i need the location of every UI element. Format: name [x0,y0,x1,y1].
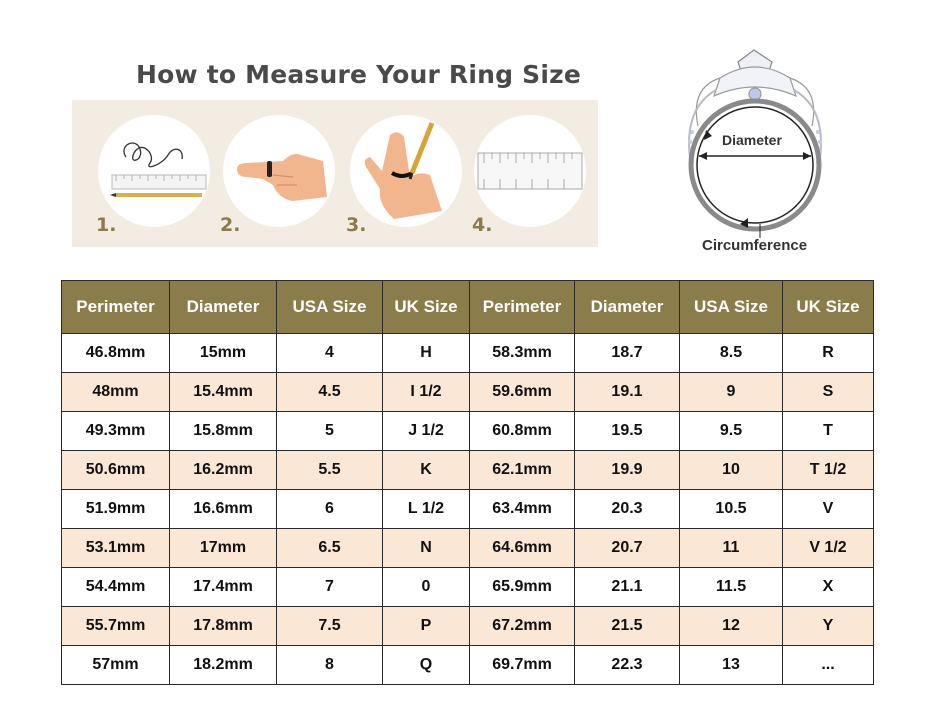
table-cell: Y [783,607,874,646]
table-cell: 4.5 [277,373,383,412]
table-cell: 15.8mm [170,412,277,451]
table-cell: 57mm [62,646,170,685]
table-cell: 54.4mm [62,568,170,607]
page-title: How to Measure Your Ring Size [136,60,582,89]
table-cell: 15.4mm [170,373,277,412]
table-cell: 48mm [62,373,170,412]
table-cell: R [783,334,874,373]
table-cell: L 1/2 [383,490,470,529]
table-cell: 63.4mm [470,490,575,529]
table-cell: 17mm [170,529,277,568]
finger-pen-icon [350,115,462,227]
col-header-perimeter: Perimeter [470,281,575,334]
table-cell: 6 [277,490,383,529]
table-cell: 20.7 [575,529,680,568]
table-cell: 55.7mm [62,607,170,646]
col-header-diameter: Diameter [575,281,680,334]
table-cell: 5.5 [277,451,383,490]
table-cell: 7 [277,568,383,607]
table-cell: 6.5 [277,529,383,568]
table-cell: 69.7mm [470,646,575,685]
step-2-illustration [223,115,335,227]
table-cell: 19.9 [575,451,680,490]
table-cell: 0 [383,568,470,607]
table-cell: 67.2mm [470,607,575,646]
table-cell: 21.1 [575,568,680,607]
table-cell: P [383,607,470,646]
table-cell: 10.5 [680,490,783,529]
table-cell: 53.1mm [62,529,170,568]
col-header-usa-size: USA Size [680,281,783,334]
table-cell: 11.5 [680,568,783,607]
step-number: 3. [346,214,367,236]
table-cell: 22.3 [575,646,680,685]
table-cell: N [383,529,470,568]
table-cell: 19.1 [575,373,680,412]
table-row [62,412,874,451]
table-cell: 51.9mm [62,490,170,529]
step-number: 1. [96,214,117,236]
table-cell: 18.2mm [170,646,277,685]
ring-size-table [61,280,874,685]
table-cell: 62.1mm [470,451,575,490]
table-cell: 5 [277,412,383,451]
table-cell: 19.5 [575,412,680,451]
table-cell: 8.5 [680,334,783,373]
table-cell: J 1/2 [383,412,470,451]
table-cell: 20.3 [575,490,680,529]
table-cell: X [783,568,874,607]
table-cell: 8 [277,646,383,685]
table-cell: 7.5 [277,607,383,646]
table-cell: 65.9mm [470,568,575,607]
col-header-diameter: Diameter [170,281,277,334]
table-cell: 9 [680,373,783,412]
table-row [62,490,874,529]
table-cell: ... [783,646,874,685]
circumference-label: Circumference [702,237,808,254]
finger-string-icon [223,115,335,227]
table-cell: 64.6mm [470,529,575,568]
table-cell: H [383,334,470,373]
table-row [62,568,874,607]
step-1-illustration [98,115,210,227]
col-header-uk-size: UK Size [783,281,874,334]
table-cell: K [383,451,470,490]
table-cell: 16.2mm [170,451,277,490]
table-cell: S [783,373,874,412]
table-row [62,646,874,685]
table-row [62,451,874,490]
table-cell: 21.5 [575,607,680,646]
col-header-uk-size: UK Size [383,281,470,334]
table-cell: 16.6mm [170,490,277,529]
step-number: 2. [220,214,241,236]
table-row [62,529,874,568]
col-header-usa-size: USA Size [277,281,383,334]
table-cell: 60.8mm [470,412,575,451]
col-header-perimeter: Perimeter [62,281,170,334]
table-row [62,373,874,412]
table-header-row [62,281,874,334]
table-cell: I 1/2 [383,373,470,412]
table-row [62,334,874,373]
ruler-icon [474,115,586,227]
table-cell: 11 [680,529,783,568]
table-cell: 15mm [170,334,277,373]
step-number: 4. [472,214,493,236]
table-cell: T [783,412,874,451]
table-cell: T 1/2 [783,451,874,490]
table-cell: 13 [680,646,783,685]
table-cell: 17.4mm [170,568,277,607]
table-cell: 58.3mm [470,334,575,373]
table-cell: 4 [277,334,383,373]
table-cell: 59.6mm [470,373,575,412]
ring-diagram [680,48,830,263]
table-cell: V [783,490,874,529]
measure-steps-panel [72,100,598,247]
table-cell: 49.3mm [62,412,170,451]
string-ruler-icon [98,115,210,227]
table-cell: 17.8mm [170,607,277,646]
step-4-illustration [474,115,586,227]
table-row [62,607,874,646]
table-cell: 18.7 [575,334,680,373]
table-cell: 50.6mm [62,451,170,490]
table-cell: 10 [680,451,783,490]
table-cell: Q [383,646,470,685]
diameter-label: Diameter [722,132,782,148]
table-cell: V 1/2 [783,529,874,568]
table-cell: 9.5 [680,412,783,451]
step-3-illustration [350,115,462,227]
table-cell: 12 [680,607,783,646]
table-cell: 46.8mm [62,334,170,373]
